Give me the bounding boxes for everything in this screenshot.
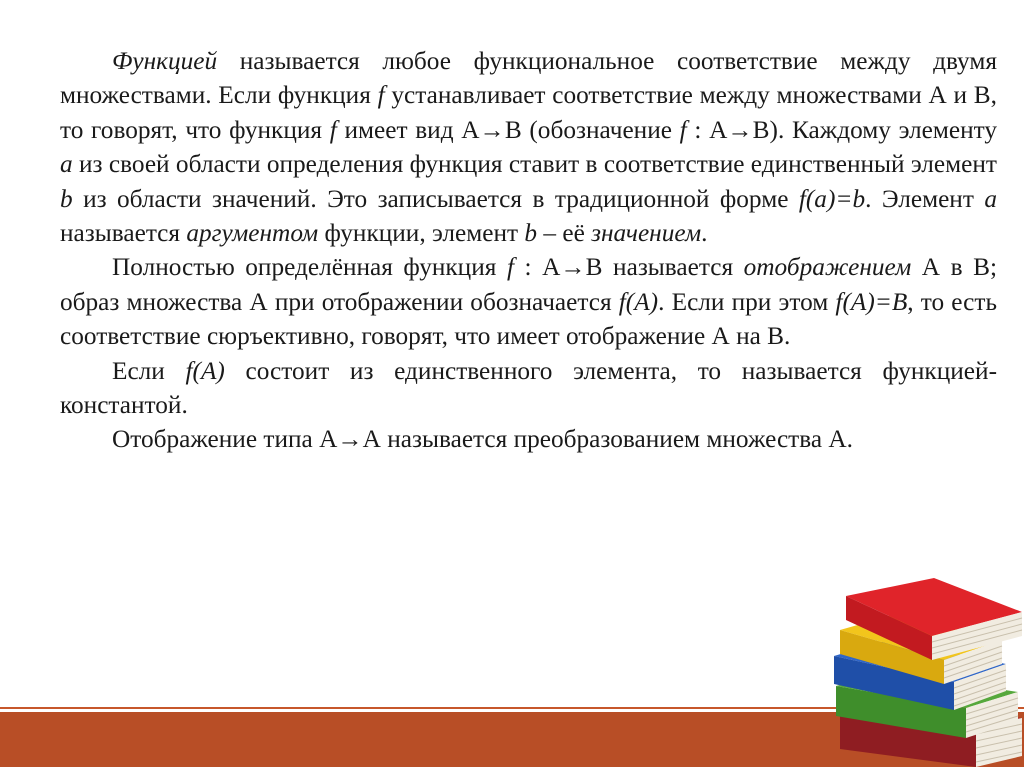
- paragraph-transformation: [60, 422, 997, 456]
- text-span: функции, элемент: [318, 219, 525, 248]
- math-b: b: [60, 184, 73, 213]
- text-span: из своей области определения функция ставит в соответствие единственный элемент: [72, 150, 997, 179]
- math-formula: f(a)=b: [798, 184, 866, 213]
- math-a: a: [60, 150, 73, 179]
- math-b: b: [524, 219, 538, 248]
- text-span: называется: [60, 219, 187, 248]
- text-span: : А→В называется: [513, 253, 744, 282]
- math-f: f: [679, 115, 687, 144]
- text-span: из области значений. Это записывается в традиционной форме: [72, 184, 799, 213]
- math-formula: f(A): [185, 356, 225, 385]
- text-span: : А→В). Каждому элементу: [686, 115, 998, 144]
- paragraph-mapping: [60, 250, 997, 353]
- term-argument: аргументом: [186, 219, 319, 248]
- paragraph-function-definition: [60, 44, 997, 250]
- stack-of-books-icon: [826, 578, 1024, 767]
- text-span: А в В; образ множества А при отображении обозначается: [60, 253, 997, 316]
- text-span: , то есть соответствие сюръективно, говорят, что имеет отображение А на В.: [60, 287, 997, 351]
- slide-text: [60, 44, 997, 457]
- math-formula: f(A): [618, 287, 659, 316]
- term-function: Функцией: [112, 47, 218, 75]
- text-span: состоит из единственного элемента, то называется функцией-константой.: [60, 356, 997, 420]
- paragraph-constant: [60, 354, 997, 423]
- term-mapping: отображением: [743, 253, 912, 282]
- text-span: имеет вид А→В (обозначение: [336, 115, 680, 144]
- math-a: a: [984, 184, 997, 213]
- text-span: Полностью определённая функция: [112, 253, 507, 282]
- math-formula: f(A)=B: [835, 287, 908, 316]
- text-span: . Элемент: [865, 184, 985, 213]
- text-span: .: [701, 219, 708, 248]
- math-f: f: [377, 81, 385, 110]
- text-span: Отображение типа А→А называется преобразованием множества А.: [112, 425, 853, 454]
- text-span: Если: [112, 356, 186, 385]
- math-f: f: [329, 115, 337, 144]
- text-span: устанавливает соответствие между множествами А и В, то говорят, что функция: [60, 81, 998, 144]
- text-span: – её: [537, 219, 592, 248]
- text-span: . Если при этом: [658, 287, 836, 316]
- term-value: значением: [591, 219, 702, 248]
- math-f: f: [506, 253, 514, 282]
- text-span: называется любое функциональное соответствие между двумя множествами. Если функция: [60, 47, 997, 110]
